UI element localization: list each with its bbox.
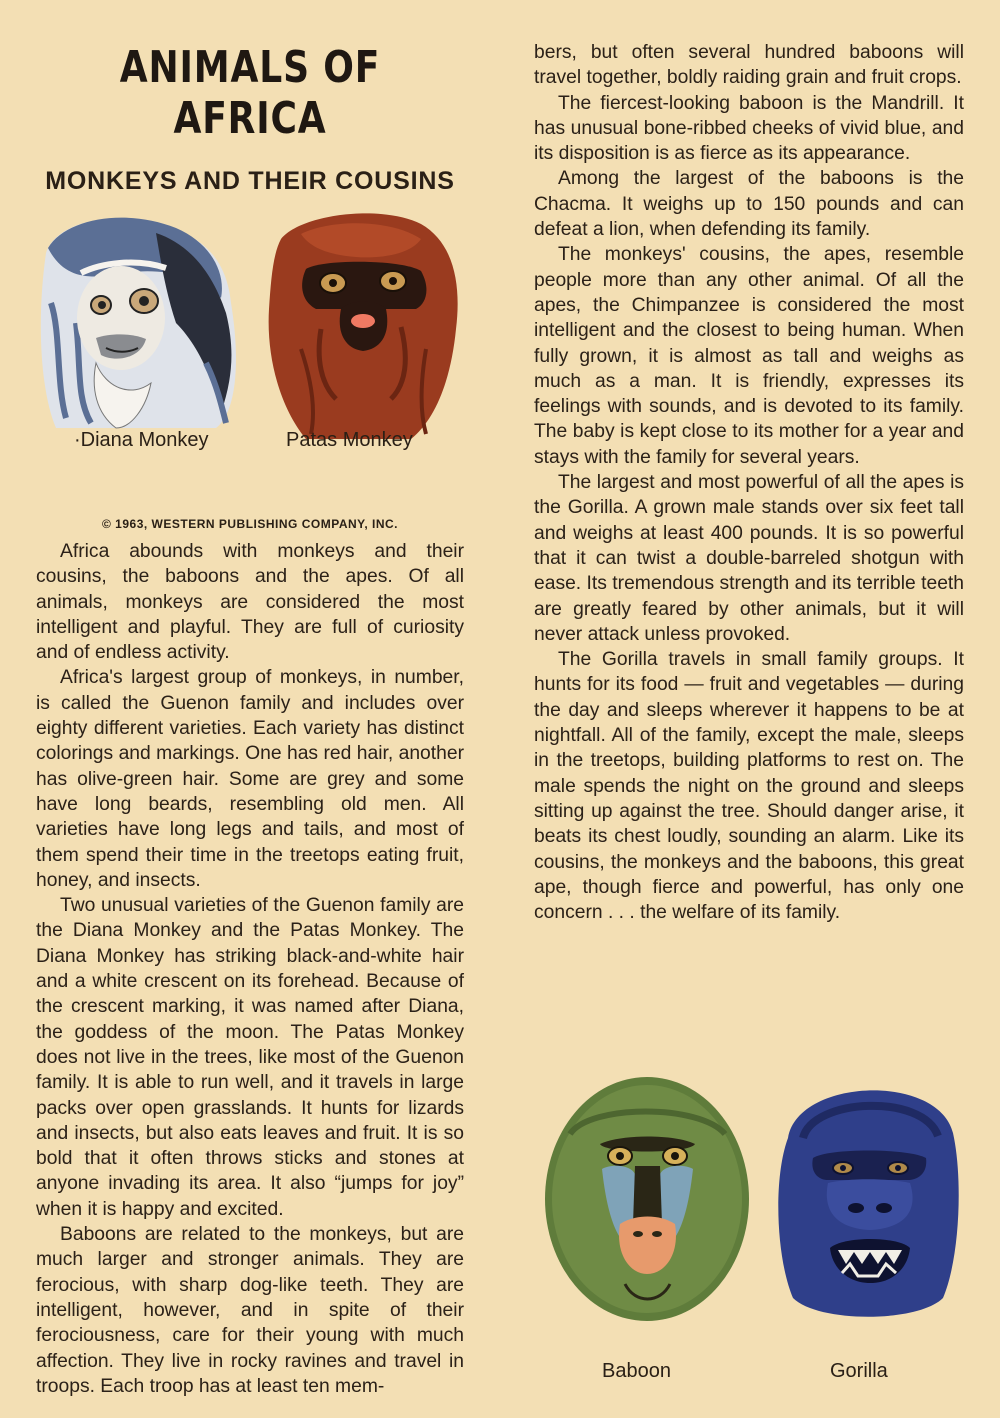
- diana-monkey-illustration: [36, 213, 251, 438]
- gorilla-illustration: [768, 1068, 968, 1328]
- monkey-illustrations: [36, 213, 464, 463]
- paragraph: The largest and most powerful of all the apes is the Gorilla. A grown male stands over six feet tall and weighs at least 400 pounds. It is so powerful that it can twist a double-barreled shotgun with ease. Its tremendous strength and its terrible teeth are greatly feared by other animals, but it will never attack unless provoked.: [534, 472, 964, 645]
- patas-monkey-illustration: [261, 209, 466, 444]
- paragraph: Baboons are related to the monkeys, but are much larger and stronger animals. They are ferocious, with sharp dog-like teeth. They are intelligent, however, and in spite of their ferociousness, care for their young with much affection. They live in rocky ravines and travel in troops. Each troop has at least ten mem-: [36, 1224, 464, 1397]
- paragraph: Among the largest of the baboons is the Chacma. It weighs up to 150 pounds and can defeat a lion, when defending its family.: [534, 168, 964, 241]
- paragraph: The monkeys' cousins, the apes, resemble people more than any other animal. Of all the apes, the Chimpanzee is considered the most intelligent and the closest to being human. When fully grown, it is almost as tall and weighs as much as a man. It is friendly, expresses its feelings with sounds, and is devoted to its family. The baby is kept close to its mother for a year and stays with the family for several years.: [534, 244, 964, 468]
- ape-illustrations: [540, 1068, 970, 1408]
- baboon-illustration: [540, 1074, 755, 1329]
- paragraph: The Gorilla travels in small family groups. It hunts for its food — fruit and vegetables — during the day and sleeps wherever it happens to be at nightfall. All of the family, except the male, sleeps in the treetops, building platforms to rest on. The male spends the night on the ground and sleeps sitting up against the tree. Should danger arise, it beats its chest loudly, sounding an alarm. Like its cousins, the monkeys and the baboons, this great ape, though fierce and powerful, has only one concern . . . the welfare of its family.: [534, 649, 964, 924]
- copyright-notice: © 1963, WESTERN PUBLISHING COMPANY, INC.: [102, 517, 398, 531]
- paragraph: bers, but often several hundred baboons will travel together, boldly raiding grain and fruit crops.: [534, 42, 964, 89]
- diana-monkey-caption: ·Diana Monkey: [74, 429, 209, 451]
- paragraph: Africa's largest group of monkeys, in number, is called the Guenon family and includes over eighty different varieties. Each variety has distinct colorings and markings. One has red hair, another has olive-green hair. Some are grey and some have long beards, resembling old men. All varieties have long legs and tails, and most of them spend their time in the treetops eating fruit, honey, and insects.: [36, 667, 464, 891]
- paragraph: Two unusual varieties of the Guenon family are the Diana Monkey and the Patas Monkey. The Diana Monkey has striking black-and-white hair and a white crescent on its forehead. Because of the crescent marking, it was named after Diana, the goddess of the moon. The Patas Monkey does not live in the trees, like most of the Guenon family. It is able to run well, and it travels in large packs over open grasslands. It hunts for lizards and insects, but also eats leaves and fruit. It is so bold that it often throws sticks and stones at anyone invading its area. It also “jumps for joy” when it is happy and excited.: [36, 895, 464, 1220]
- right-column: [534, 40, 964, 925]
- paragraph: The fiercest-looking baboon is the Mandrill. It has unusual bone-ribbed cheeks of vivid blue, and its disposition is as fierce as its appearance.: [534, 92, 964, 165]
- left-text-block: [36, 539, 464, 1399]
- section-subtitle: MONKEYS AND THEIR COUSINS: [45, 167, 455, 195]
- patas-monkey-caption: Patas Monkey: [286, 429, 413, 451]
- gorilla-caption: Gorilla: [830, 1360, 888, 1382]
- page-title: ANIMALS OF AFRICA: [119, 42, 381, 144]
- baboon-caption: Baboon: [602, 1360, 671, 1382]
- paragraph: Africa abounds with monkeys and their cousins, the baboons and the apes. Of all animals, monkeys are considered the most intelligent and playful. They are full of curiosity and of endless activity.: [36, 541, 464, 664]
- left-column: [36, 30, 464, 1399]
